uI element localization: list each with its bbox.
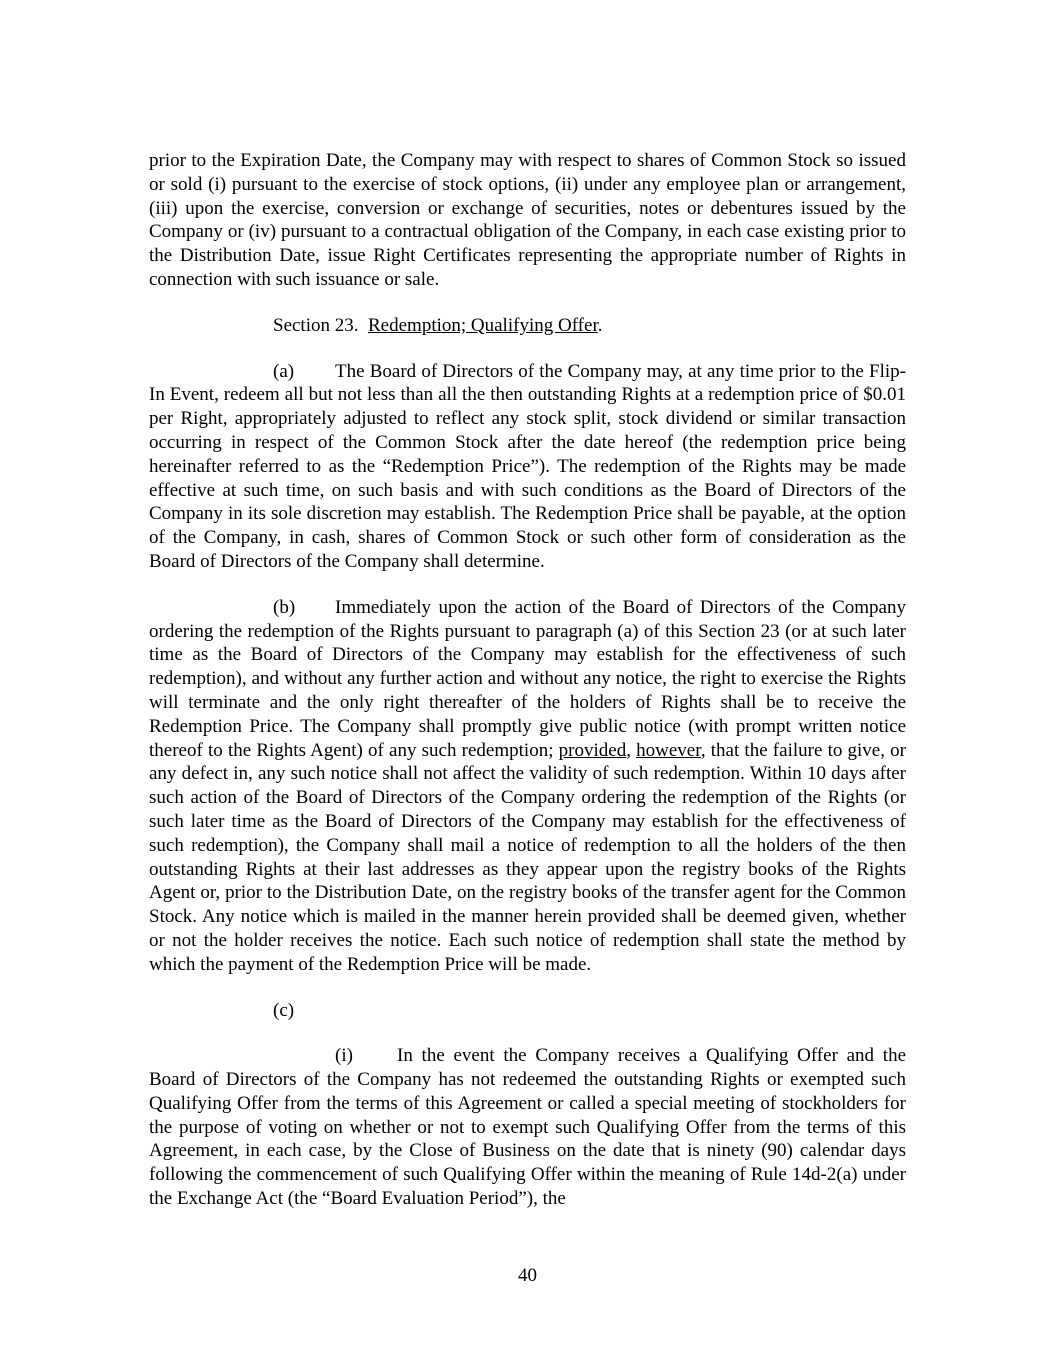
paragraph-c: [149, 999, 906, 1023]
paragraph-a-marker: (a): [273, 360, 295, 382]
however-term: however: [636, 739, 701, 761]
provided-comma: ,: [626, 739, 637, 761]
paragraph-b: [149, 596, 906, 977]
section-suffix: .: [597, 314, 603, 336]
continuation-paragraph: prior to the Expiration Date, the Company may with respect to shares of Common Stock so issued or sold (i) pursuant to the exercise of stock options, (ii) under any employee plan or arrangement, (iii) upon the exercise, conversion or exchange of securities, notes or debentures issued by the Company or (iv) pursuant to a contractual obligation of the Company, in each case existing prior to the Distribution Date, issue Right Certificates representing the appropriate number of Rights in connection with such issuance or sale.: [149, 150, 906, 290]
section-heading: [149, 314, 906, 338]
paragraph-c-i-marker: (i): [335, 1045, 353, 1067]
document-page: [149, 149, 906, 1211]
paragraph-b-marker: (b): [273, 596, 296, 618]
paragraph-a-text: The Board of Directors of the Company may, at any time prior to the Flip-In Event, redeem all but not less than all the then outstanding Rights at a redemption price of $0.01 per Right, appropriately adjusted to reflect any stock split, stock dividend or similar transaction occurring in respect of the Common Stock after the date hereof (the redemption price being hereinafter referred to as the “Redemption Price”). The redemption of the Rights may be made effective at such time, on such basis and with such conditions as the Board of Directors of the Company in its sole discretion may establish. The Redemption Price shall be payable, at the option of the Company, in cash, shares of Common Stock or such other form of consideration as the Board of Directors of the Company shall determine.: [149, 360, 906, 572]
section-title: Redemption; Qualifying Offer: [368, 314, 598, 336]
paragraph-c-i: [149, 1044, 906, 1211]
paragraph-b-text-1: Immediately upon the action of the Board of Directors of the Company ordering the redemption of the Rights pursuant to paragraph (a) of this Section 23 (or at such later time as the Board of Directors of the Company may establish for the effectiveness of such redemption), and without any further action and without any notice, the right to exercise the Rights will terminate and the only right thereafter of the holders of Rights shall be to receive the Redemption Price. The Company shall promptly give public notice (with prompt written notice thereof to the Rights Agent) of any such redemption;: [149, 596, 906, 761]
section-prefix: Section 23.: [273, 314, 359, 336]
provided-term: provided: [558, 739, 627, 761]
paragraph-c-i-text: In the event the Company receives a Qualifying Offer and the Board of Directors of the Company has not redeemed the outstanding Rights or exempted such Qualifying Offer from the terms of this Agreement or called a special meeting of stockholders for the purpose of voting on whether or not to exempt such Qualifying Offer from the terms of this Agreement, in each case, by the Close of Business on the date that is ninety (90) calendar days following the commencement of such Qualifying Offer within the meaning of Rule 14d-2(a) under the Exchange Act (the “Board Evaluation Period”), the: [149, 1045, 906, 1210]
paragraph-c-marker: (c): [273, 999, 295, 1021]
paragraph-a: [149, 360, 906, 574]
page-number: 40: [518, 1265, 537, 1286]
paragraph-b-text-2: , that the failure to give, or any defect in, any such notice shall not affect the validity of such redemption. Within 10 days after such action of the Board of Directors of the Company ordering the redemption of the Rights (or such later time as the Board of Directors of the Company may establish for the effectiveness of such redemption), the Company shall mail a notice of redemption to all the holders of the then outstanding Rights at their last addresses as they appear upon the registry books of the Rights Agent or, prior to the Distribution Date, on the registry books of the transfer agent for the Common Stock. Any notice which is mailed in the manner herein provided shall be deemed given, whether or not the holder receives the notice. Each such notice of redemption shall state the method by which the payment of the Redemption Price will be made.: [149, 739, 907, 975]
